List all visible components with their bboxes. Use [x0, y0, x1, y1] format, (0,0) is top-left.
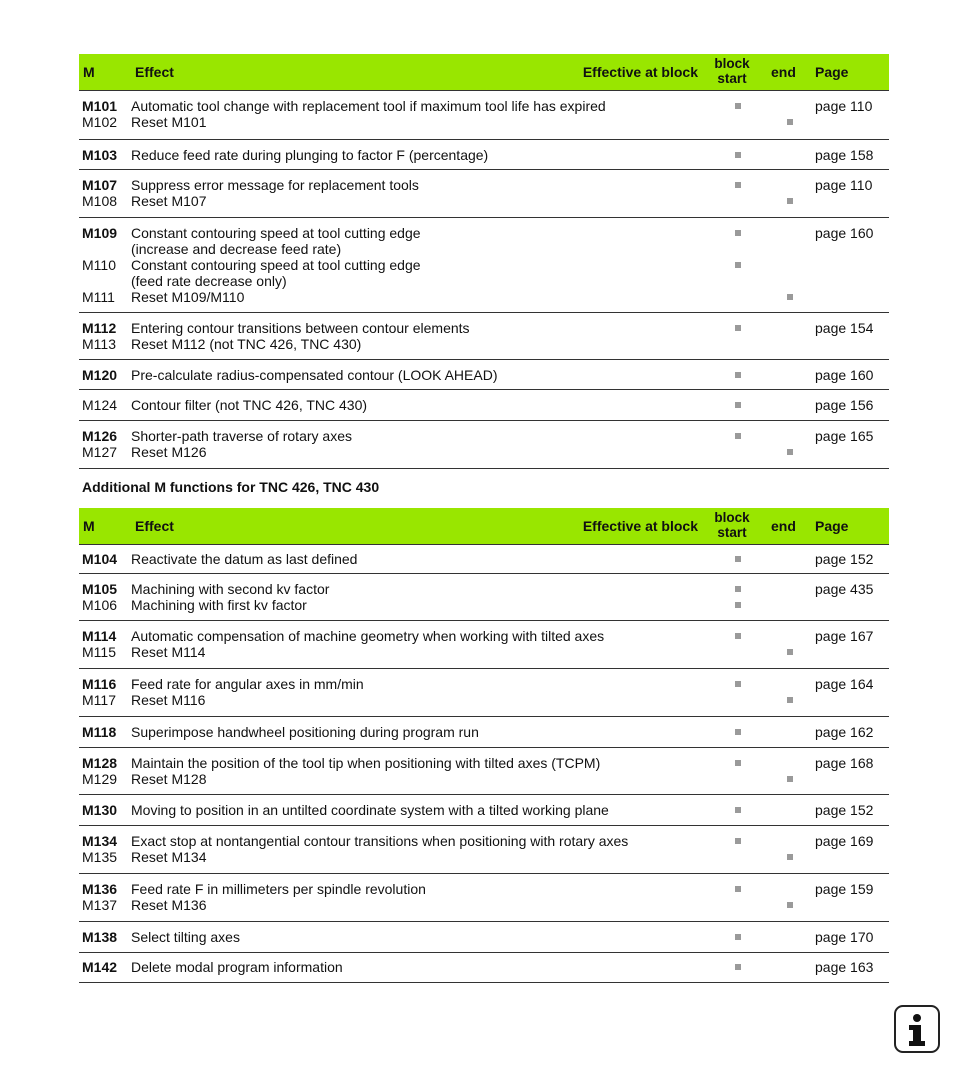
header-effect: Effect	[135, 518, 174, 534]
block-start-marker	[735, 886, 741, 892]
effect-text: Pre-calculate radius-compensated contour (LOOK AHEAD)	[131, 367, 498, 383]
row-line	[79, 692, 889, 708]
effect-text: Reduce feed rate during plunging to factor F (percentage)	[131, 147, 489, 163]
effect-text: Reset M116	[131, 692, 206, 708]
block-start-marker	[735, 262, 741, 268]
header-effect: Effect	[135, 64, 174, 80]
row-line	[79, 177, 889, 193]
table-row	[79, 669, 889, 717]
page-reference: page 162	[815, 724, 874, 740]
page-reference: page 167	[815, 628, 874, 644]
effect-text: Reset M109/M110	[131, 289, 245, 305]
block-end-marker	[787, 902, 793, 908]
block-start-marker	[735, 402, 741, 408]
page-reference: page 165	[815, 428, 874, 444]
effect-text: Entering contour transitions between contour elements	[131, 320, 470, 336]
table-row	[79, 91, 889, 140]
row-line	[79, 225, 889, 241]
block-end-marker	[787, 854, 793, 860]
table-row	[79, 748, 889, 795]
section-title: Additional M functions for TNC 426, TNC 430	[82, 479, 380, 495]
block-start-marker	[735, 838, 741, 844]
effect-text: Superimpose handwheel positioning during program run	[131, 724, 479, 740]
row-line	[79, 724, 889, 740]
block-start-marker	[735, 760, 741, 766]
page-reference: page 152	[815, 551, 874, 567]
row-line	[79, 597, 889, 613]
block-start-marker	[735, 152, 741, 158]
block-start-marker	[735, 729, 741, 735]
m-functions-table	[79, 54, 889, 469]
block-end-marker	[787, 697, 793, 703]
table-row	[79, 313, 889, 360]
effect-text: Contour filter (not TNC 426, TNC 430)	[131, 397, 368, 413]
header-end: end	[771, 64, 796, 80]
block-start-marker	[735, 602, 741, 608]
page-reference: page 110	[815, 177, 873, 193]
page-reference: page 160	[815, 367, 874, 383]
row-line	[79, 273, 889, 289]
row-line	[79, 428, 889, 444]
block-start-marker	[735, 586, 741, 592]
effect-text: Moving to position in an untilted coordinate system with a tilted working plane	[131, 802, 609, 818]
m-code: M105	[82, 581, 118, 597]
table-row	[79, 922, 889, 953]
effect-text: Reset M136	[131, 897, 207, 913]
m-code: M128	[82, 755, 118, 771]
effect-text: (increase and decrease feed rate)	[131, 241, 342, 257]
page-reference: page 164	[815, 676, 874, 692]
page-reference: page 152	[815, 802, 874, 818]
row-line	[79, 336, 889, 352]
m-code: M142	[82, 959, 118, 975]
row-line	[79, 771, 889, 787]
table-body	[79, 545, 889, 983]
m-code: M124	[82, 397, 118, 413]
table-row	[79, 953, 889, 983]
effect-text: Constant contouring speed at tool cutting edge	[131, 225, 421, 241]
table-row	[79, 170, 889, 218]
additional-m-functions-table	[79, 508, 889, 983]
m-code: M112	[82, 320, 117, 336]
block-start-marker	[735, 556, 741, 562]
m-code: M103	[82, 147, 118, 163]
row-line	[79, 444, 889, 460]
m-code: M108	[82, 193, 118, 209]
row-line	[79, 114, 889, 130]
table-body	[79, 91, 889, 469]
row-line	[79, 551, 889, 567]
m-code: M127	[82, 444, 118, 460]
m-code: M130	[82, 802, 118, 818]
header-effective-at-block: Effective at block	[582, 64, 698, 80]
table-header	[79, 54, 889, 91]
page-reference: page 158	[815, 147, 874, 163]
header-page: Page	[815, 64, 849, 80]
block-start-marker	[735, 964, 741, 970]
table-row	[79, 140, 889, 170]
row-line	[79, 241, 889, 257]
page-reference: page 163	[815, 959, 874, 975]
row-line	[79, 676, 889, 692]
effect-text: Maintain the position of the tool tip when positioning with tilted axes (TCPM)	[131, 755, 601, 771]
effect-text: Reset M101	[131, 114, 207, 130]
table-row	[79, 826, 889, 874]
m-code: M101	[82, 98, 118, 114]
page-reference: page 169	[815, 833, 874, 849]
block-start-marker	[735, 325, 741, 331]
row-line	[79, 628, 889, 644]
block-start-marker	[735, 681, 741, 687]
row-line	[79, 193, 889, 209]
m-code: M107	[82, 177, 118, 193]
m-code: M115	[82, 644, 116, 660]
block-start-marker	[735, 633, 741, 639]
block-start-marker	[735, 182, 741, 188]
m-code: M109	[82, 225, 118, 241]
header-block-start: block start	[714, 510, 750, 540]
header-page: Page	[815, 518, 849, 534]
row-line	[79, 929, 889, 945]
row-line	[79, 959, 889, 975]
page-reference: page 159	[815, 881, 874, 897]
row-line	[79, 98, 889, 114]
m-code: M136	[82, 881, 118, 897]
table-row	[79, 795, 889, 826]
header-effective-at-block: Effective at block	[582, 518, 698, 534]
page-reference: page 170	[815, 929, 874, 945]
page-reference: page 160	[815, 225, 874, 241]
effect-text: Automatic tool change with replacement tool if maximum tool life has expired	[131, 98, 606, 114]
block-end-marker	[787, 119, 793, 125]
row-line	[79, 289, 889, 305]
effect-text: Select tilting axes	[131, 929, 240, 945]
header-m: M	[83, 518, 95, 534]
m-code: M106	[82, 597, 118, 613]
m-code: M129	[82, 771, 118, 787]
header-block-start: block start	[714, 56, 750, 86]
effect-text: Exact stop at nontangential contour transitions when positioning with rotary axes	[131, 833, 629, 849]
effect-text: Suppress error message for replacement tools	[131, 177, 419, 193]
effect-text: Reactivate the datum as last defined	[131, 551, 358, 567]
header-end: end	[771, 518, 796, 534]
row-line	[79, 257, 889, 273]
block-end-marker	[787, 294, 793, 300]
page-reference: page 156	[815, 397, 874, 413]
block-end-marker	[787, 198, 793, 204]
effect-text: Reset M134	[131, 849, 207, 865]
m-code: M126	[82, 428, 118, 444]
table-row	[79, 218, 889, 313]
table-row	[79, 545, 889, 574]
effect-text: Feed rate F in millimeters per spindle revolution	[131, 881, 426, 897]
table-row	[79, 574, 889, 621]
row-line	[79, 644, 889, 660]
table-row	[79, 390, 889, 421]
row-line	[79, 833, 889, 849]
m-code: M137	[82, 897, 118, 913]
m-code: M118	[82, 724, 117, 740]
info-icon	[894, 1005, 940, 1053]
page-reference: page 435	[815, 581, 874, 597]
effect-text: Delete modal program information	[131, 959, 343, 975]
block-start-marker	[735, 934, 741, 940]
m-code: M110	[82, 257, 116, 273]
table-header	[79, 508, 889, 545]
row-line	[79, 849, 889, 865]
effect-text: (feed rate decrease only)	[131, 273, 287, 289]
m-code: M113	[82, 336, 116, 352]
row-line	[79, 367, 889, 383]
table-row	[79, 421, 889, 469]
m-code: M116	[82, 676, 117, 692]
table-row	[79, 717, 889, 748]
page-reference: page 154	[815, 320, 874, 336]
m-code: M102	[82, 114, 118, 130]
block-start-marker	[735, 103, 741, 109]
block-end-marker	[787, 776, 793, 782]
effect-text: Reset M114	[131, 644, 206, 660]
table-row	[79, 621, 889, 669]
row-line	[79, 397, 889, 413]
effect-text: Automatic compensation of machine geometry when working with tilted axes	[131, 628, 605, 644]
row-line	[79, 802, 889, 818]
m-code: M111	[82, 289, 115, 305]
row-line	[79, 581, 889, 597]
effect-text: Reset M126	[131, 444, 207, 460]
effect-text: Shorter-path traverse of rotary axes	[131, 428, 352, 444]
effect-text: Machining with second kv factor	[131, 581, 330, 597]
m-code: M114	[82, 628, 117, 644]
block-start-marker	[735, 230, 741, 236]
m-code: M138	[82, 929, 118, 945]
block-end-marker	[787, 649, 793, 655]
effect-text: Reset M107	[131, 193, 207, 209]
effect-text: Constant contouring speed at tool cutting edge	[131, 257, 421, 273]
header-m: M	[83, 64, 95, 80]
block-start-marker	[735, 807, 741, 813]
row-line	[79, 147, 889, 163]
effect-text: Feed rate for angular axes in mm/min	[131, 676, 364, 692]
row-line	[79, 881, 889, 897]
effect-text: Machining with first kv factor	[131, 597, 307, 613]
table-row	[79, 360, 889, 390]
page-reference: page 168	[815, 755, 874, 771]
m-code: M104	[82, 551, 118, 567]
block-start-marker	[735, 372, 741, 378]
m-code: M134	[82, 833, 118, 849]
block-start-marker	[735, 433, 741, 439]
effect-text: Reset M128	[131, 771, 207, 787]
row-line	[79, 320, 889, 336]
block-end-marker	[787, 449, 793, 455]
table-row	[79, 874, 889, 922]
page-reference: page 110	[815, 98, 873, 114]
effect-text: Reset M112 (not TNC 426, TNC 430)	[131, 336, 362, 352]
m-code: M117	[82, 692, 116, 708]
row-line	[79, 897, 889, 913]
m-code: M135	[82, 849, 118, 865]
m-code: M120	[82, 367, 118, 383]
row-line	[79, 755, 889, 771]
